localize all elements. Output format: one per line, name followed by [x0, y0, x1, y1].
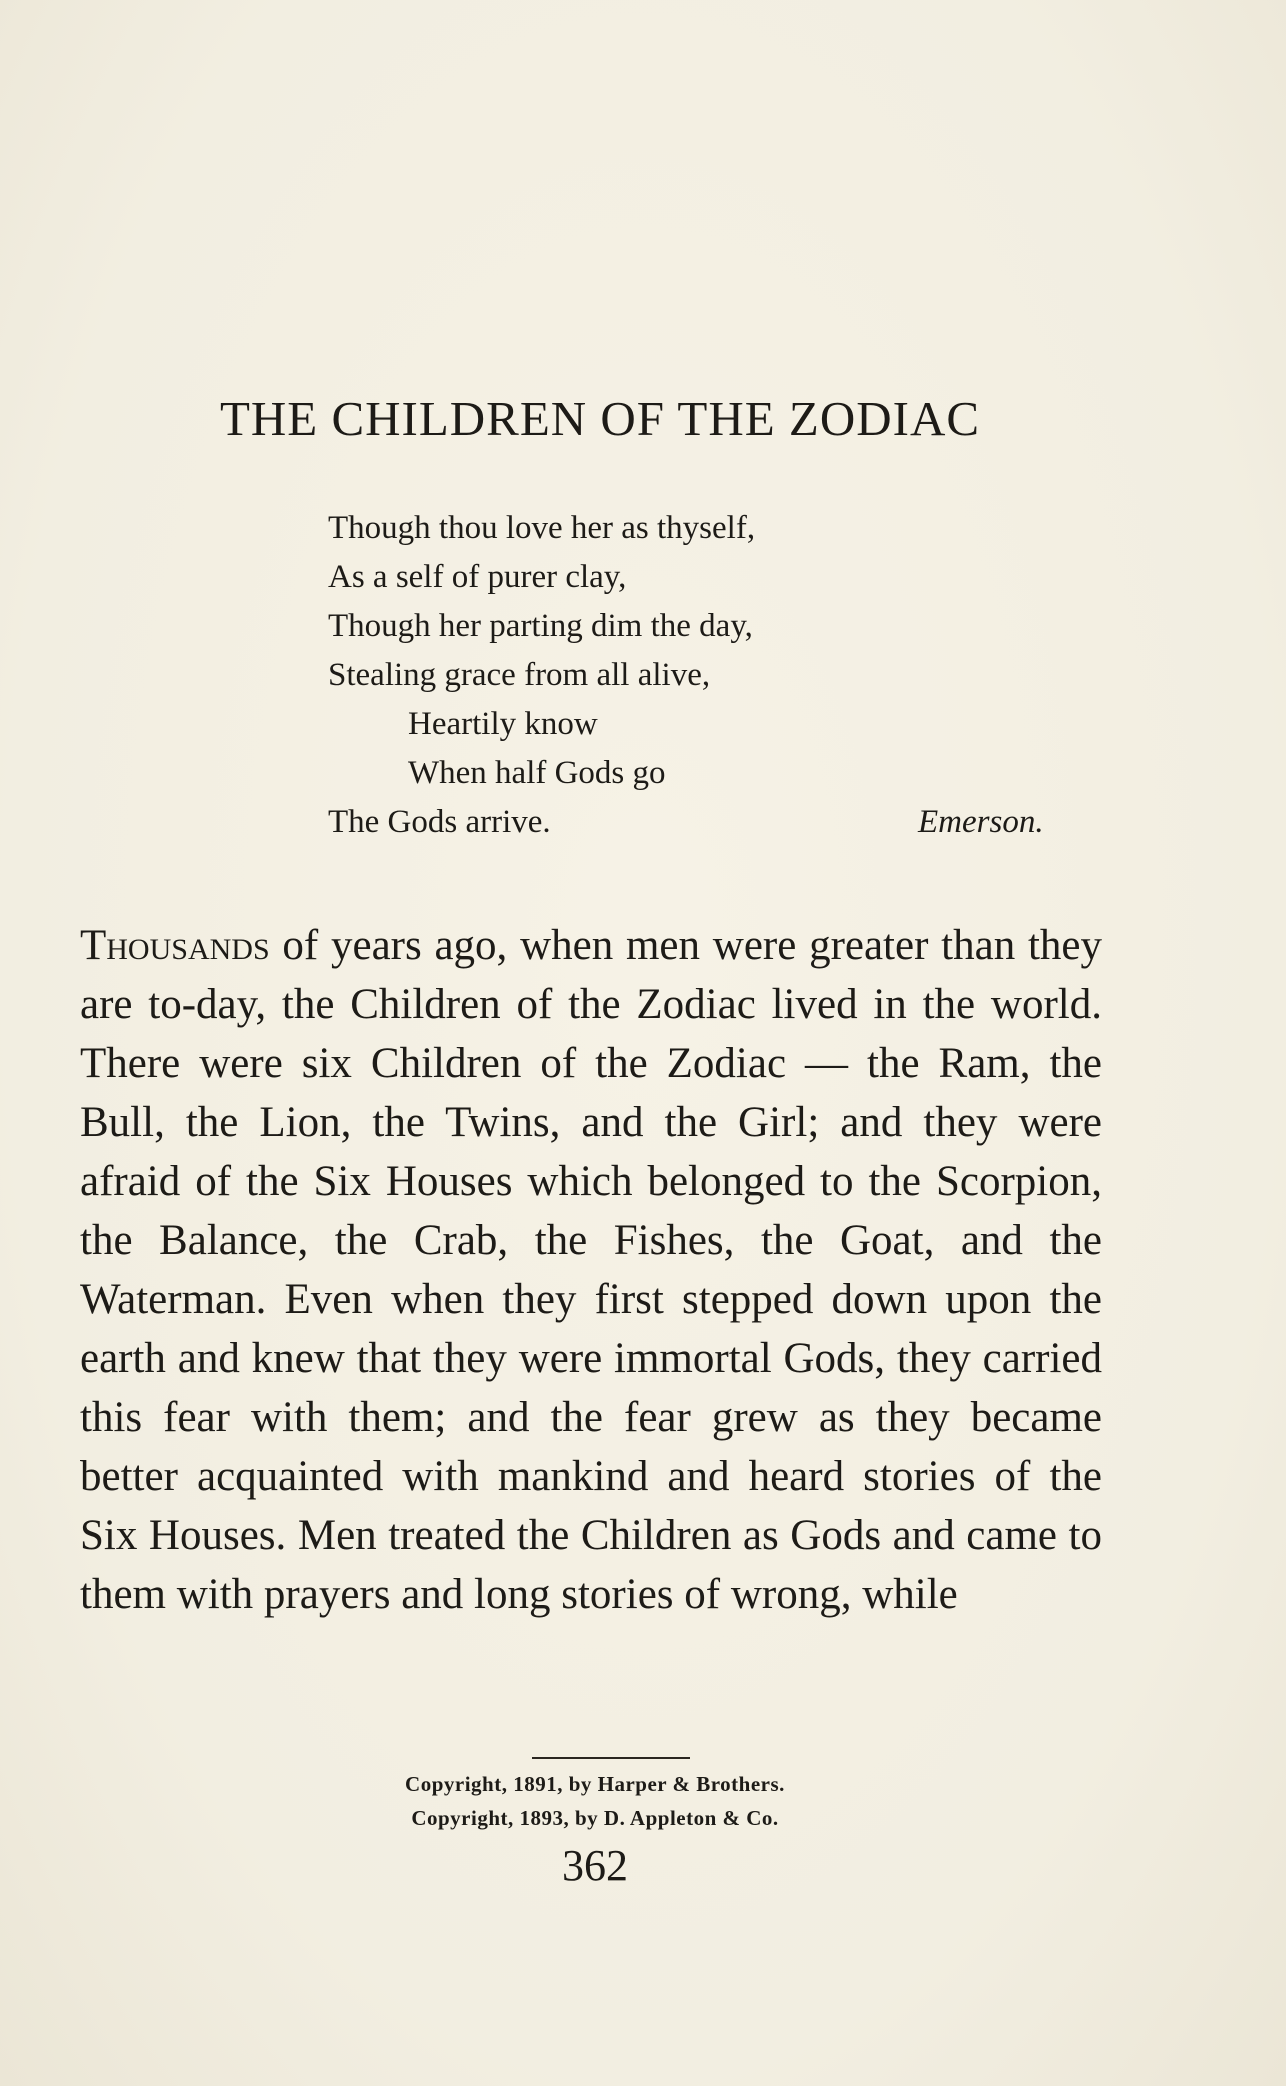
- epigraph-line: Stealing grace from all alive,: [328, 657, 711, 693]
- chapter-title: THE CHILDREN OF THE ZODIAC: [219, 391, 981, 446]
- body-text: of years ago, when men were greater than they are to-day, the Children of the Zodiac lived in the world. There were six Children of the Zodiac — the Ram, the Bull, the Lion, the Twins, and the Girl; and they were afraid of the Six Houses which belonged to the Scorpion, the Balance, the Crab, the Fishes, the Goat, and the Waterman. Even when they first stepped down upon the earth and knew that they were immortal Gods, they carried this fear with them; and the fear grew as they became better acquainted with mankind and heard stories of the Six Houses. Men treated the Children as Gods and came to them with prayers and long stories of wrong, while: [80, 922, 1102, 1618]
- epigraph-line: The Gods arrive.: [328, 804, 551, 840]
- epigraph-attribution: Emerson.: [918, 804, 1044, 840]
- opening-word: Thousands: [80, 922, 270, 969]
- epigraph-line: Though her parting dim the day,: [328, 608, 753, 644]
- footnote-rule: [532, 1757, 690, 1759]
- epigraph-line: Heartily know: [408, 706, 598, 742]
- page-number: 362: [562, 1841, 628, 1890]
- epigraph-line: Though thou love her as thyself,: [328, 510, 756, 546]
- copyright-line: Copyright, 1891, by Harper & Brothers.: [405, 1772, 785, 1796]
- epigraph-line: As a self of purer clay,: [328, 559, 627, 595]
- epigraph-line: When half Gods go: [408, 755, 666, 791]
- body-paragraph: [80, 916, 1102, 1624]
- copyright-line: Copyright, 1893, by D. Appleton & Co.: [411, 1806, 779, 1830]
